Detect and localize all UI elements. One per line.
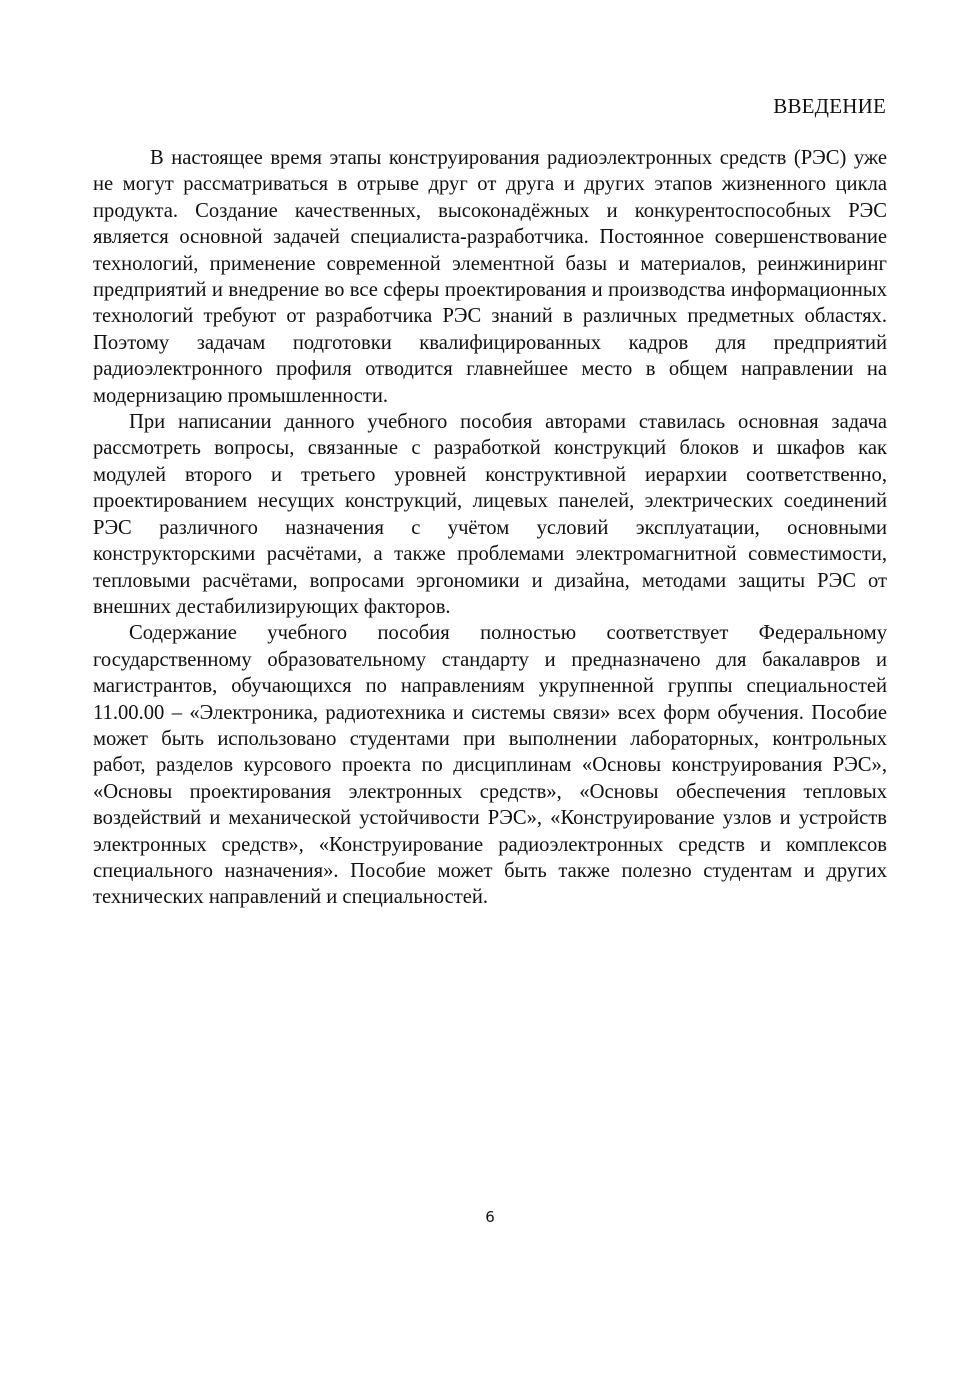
paragraph-tasks: При написании данного учебного пособия авторами ставилась основная задача рассмотреть вопросы, связанные с разработкой конструкций блоков и шкафов как модулей второго и третьего уровней конструктивной иерархии соответственно, проектированием несущих конструкций, лицевых панелей, электрических соединений РЭС различного назначения с учётом условий эксплуатации, основными конструкторскими расчётами, а также проблемами электромагнитной совместимости, тепловыми расчётами, вопросами эргономики и дизайна, методами защиты РЭС от внешних дестабилизирующих факторов. bbox=[93, 411, 887, 618]
paragraph-intro: В настоящее время этапы конструирования радиоэлектронных средств (РЭС) уже не могут рассматриваться в отрыве друг от друга и других этапов жизненного цикла продукта. Создание качественных, высоконадёжных и конкурентоспособных РЭС является основной задачей специалиста-разработчика. Постоянное совершенствование технологий, применение современной элементной базы и материалов, реинжиниринг предприятий и внедрение во все сферы проектирования и производства информационных технологий требуют от разработчика РЭС знаний в различных предметных областях. Поэтому задачам подготовки квалифицированных кадров для предприятий радиоэлектронного профиля отводится главнейшее место в общем направлении на модернизацию промышленности. bbox=[93, 147, 887, 407]
paragraph-content: Содержание учебного пособия полностью соответствует Федеральному государственному образовательному стандарту и предназначено для бакалавров и магистрантов, обучающихся по направлениям укрупненной группы специальностей 11.00.00 – «Электроника, радиотехника и системы связи» всех форм обучения. Пособие может быть использовано студентами при выполнении лабораторных, контрольных работ, разделов курсового проекта по дисциплинам «Основы конструирования РЭС», «Основы проектирования электронных средств», «Основы обеспечения тепловых воздействий и механической устойчивости РЭС», «Конструирование узлов и устройств электронных средств», «Конструирование радиоэлектронных средств и комплексов специального назначения». Пособие может быть также полезно студентам и других технических направлений и специальностей. bbox=[93, 622, 887, 909]
section-heading: ВВЕДЕНИЕ bbox=[773, 94, 886, 118]
page-number: 6 bbox=[485, 1208, 495, 1226]
body-text bbox=[93, 145, 887, 911]
